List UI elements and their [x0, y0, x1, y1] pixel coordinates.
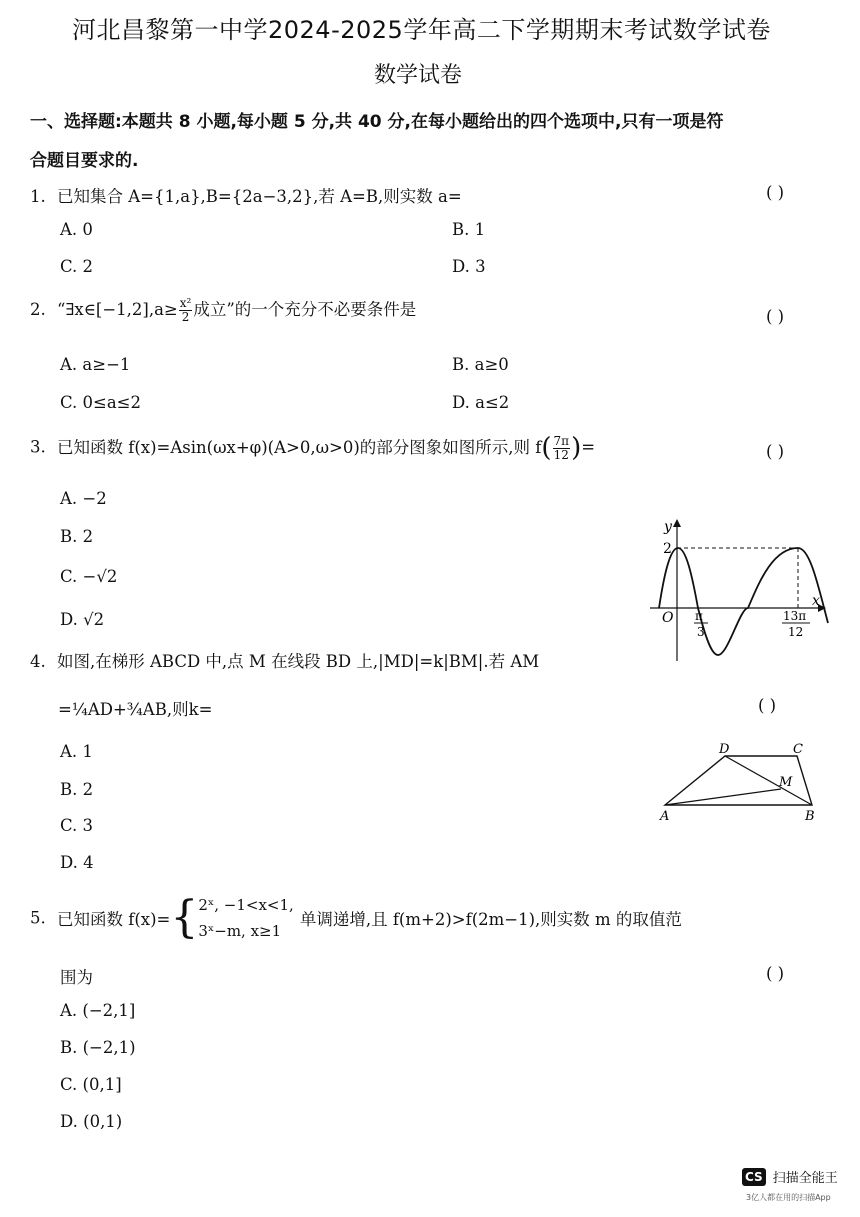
question-3: 3. 已知函数 f(x)=Asin(ωx+φ)(A>0,ω>0)的部分图象如图所示,则 f( $\frac{7\pi}{12}$ )= [30, 433, 596, 463]
question-number: 1. [30, 187, 46, 206]
question-text-post: 单调递增,且 f(m+2)>f(2m−1),则实数 m 的取值范 [299, 910, 682, 929]
question-5-line2: 围为 [60, 968, 93, 987]
option-a: A. a≥−1 [60, 355, 131, 374]
question-4-line2: =¼AD+¾AB,则k= [58, 700, 213, 719]
answer-blank: ( ) [766, 183, 785, 202]
option-c: C. −√2 [60, 567, 118, 586]
option-a: A. (−2,1] [60, 1001, 136, 1020]
vertex-d-label: D [719, 742, 730, 757]
question-text-pre: “∃x∈[−1,2],a≥ [57, 300, 178, 319]
watermark-tagline: 3亿人都在用的扫描App [746, 1193, 831, 1202]
vertex-b-label: B [805, 809, 815, 824]
watermark-name: 扫描全能王 [772, 1171, 838, 1186]
tick-13pi-12-den: 12 [788, 625, 804, 639]
option-b: B. 2 [60, 527, 94, 546]
question-number: 3. [30, 437, 46, 457]
tick-pi-3-den: 3 [697, 625, 705, 639]
option-d: D. 3 [452, 257, 486, 276]
answer-blank: ( ) [766, 964, 785, 983]
option-a: A. 0 [60, 220, 93, 239]
tick-pi-3-num: π [695, 609, 703, 623]
peak-label: 2 [663, 541, 672, 557]
sine-graph-figure [640, 515, 830, 665]
option-b: B. 2 [60, 780, 94, 799]
y-axis-arrow [673, 519, 681, 527]
section-heading-line2: 合题目要求的. [30, 151, 139, 171]
origin-label: O [662, 610, 674, 626]
question-text-post: 成立”的一个充分不必要条件是 [193, 300, 417, 319]
question-text-line1: 如图,在梯形 ABCD 中,点 M 在线段 BD 上,|MD|=k|BM|.若 AM [57, 652, 540, 671]
option-a: A. −2 [60, 489, 107, 508]
question-1 [30, 183, 462, 207]
question-2 [30, 296, 416, 324]
question-5 [30, 892, 682, 944]
question-number: 4. [30, 652, 46, 671]
page-subtitle: 数学试卷 [374, 63, 463, 88]
cs-logo-icon: CS [742, 1168, 766, 1186]
question-number: 2. [30, 300, 46, 319]
option-c: C. 0≤a≤2 [60, 393, 142, 412]
option-b: B. 1 [452, 220, 486, 239]
question-text: 已知函数 f(x)=Asin(ωx+φ)(A>0,ω>0)的部分图象如图所示,则 f [57, 437, 542, 457]
option-d: D. √2 [60, 610, 105, 629]
scanner-watermark [742, 1166, 838, 1186]
option-c: C. (0,1] [60, 1075, 122, 1094]
option-c: C. 3 [60, 816, 94, 835]
tick-13pi-12-num: 13π [783, 609, 807, 623]
y-label: y [664, 519, 672, 535]
option-d: D. (0,1) [60, 1112, 123, 1131]
piecewise-cases: 2ˣ, −1<x<1, 3ˣ−m, x≥1 [198, 896, 294, 940]
answer-blank: ( ) [758, 696, 777, 715]
piecewise-brace: { [170, 892, 199, 943]
vertex-c-label: C [793, 742, 803, 757]
answer-blank: ( ) [766, 307, 785, 326]
question-text: 已知集合 A={1,a},B={2a−3,2},若 A=B,则实数 a= [57, 187, 462, 206]
vertex-a-label: A [660, 809, 670, 824]
option-b: B. a≥0 [452, 355, 509, 374]
fraction: $\frac{\text{x²}}{2}$ [179, 296, 192, 324]
option-d: D. a≤2 [452, 393, 510, 412]
x-label: x [812, 593, 820, 609]
point-m-label: M [779, 775, 793, 790]
option-b: B. (−2,1) [60, 1038, 136, 1057]
option-a: A. 1 [60, 742, 93, 761]
option-d: D. 4 [60, 853, 94, 872]
option-c: C. 2 [60, 257, 94, 276]
question-4 [30, 648, 539, 672]
fraction: $\frac{7\pi}{12}$ [553, 433, 570, 462]
page-title: 河北昌黎第一中学2024-2025学年高二下学期期末考试数学试卷 [72, 16, 771, 44]
answer-blank: ( ) [766, 442, 785, 461]
question-number: 5. [30, 908, 46, 928]
section-heading-line1: 一、选择题:本题共 8 小题,每小题 5 分,共 40 分,在每小题给出的四个选项中,只有一项是符 [30, 112, 724, 132]
question-text-pre: 已知函数 f(x)= [57, 910, 171, 929]
trapezoid-figure [655, 738, 830, 826]
